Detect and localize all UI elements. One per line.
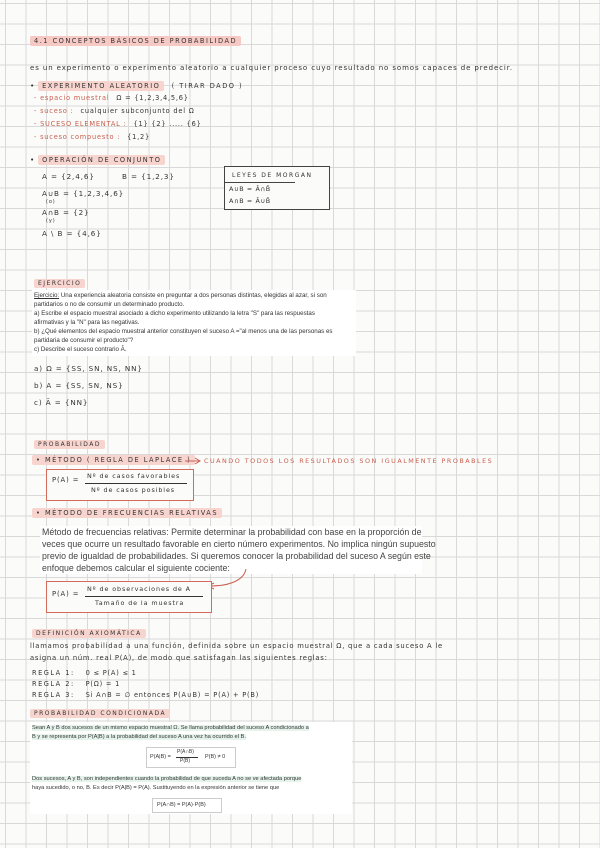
freq-formula-box [46,581,212,613]
cond-formula-lhs: P(A|B) = [150,754,171,760]
laplace-fraction-bar [85,483,187,484]
page-title: 4.1 CONCEPTOS BÁSICOS DE PROBABILIDAD [30,37,241,45]
ejercicio-card [32,290,356,356]
laplace-numerator: Nº de casos favorables [87,472,181,480]
condicionada-card [30,722,352,814]
experimento-heading: • EXPERIMENTO ALEATORIO ( TIRAR DADO ) [30,81,243,90]
set-a-def: A = {2,4,6} [42,172,95,181]
ejercicio-line-2: partidarios o no de consumir un determinado producto. [34,301,185,308]
ejercicio-answer-b: b) A = {SS, SN, NS} [34,381,124,390]
set-difference: A \ B = {4,6} [42,229,102,238]
morgan-law-2: A∩B = Ā∪B̄ [229,197,271,205]
arrow-right-icon [184,456,202,466]
ejercicio-line-3: a) Escribe el espacio muestral asociado a dicho experimento utilizando la letra "S" para las respuestas [34,310,315,317]
ejercicio-line-6: partidaria de consumir el producto"? [34,337,134,344]
cond-formula-den: P(B) [180,758,190,764]
laplace-formula-box [46,469,194,501]
morgan-title: LEYES DE MORGAN [232,172,313,179]
operacion-heading: • OPERACIÓN DE CONJUNTO [30,155,165,164]
cond-line-3: Dos sucesos, A y B, son independientes cuando la probabilidad de que suceda A no se ve afectada porque [32,776,302,782]
freq-lhs: P(A) = [52,590,80,598]
axiomatica-heading: DEFINICIÓN AXIOMÁTICA [32,630,146,637]
ejercicio-heading: EJERCICIO [34,280,85,287]
regla-2: REGLA 2: P(Ω) = 1 [32,680,121,688]
ejercicio-line-1: Ejercicio: Una experiencia aleatoria consiste en preguntar a dos personas distintas, elegidas al azar, si son [34,292,327,299]
exp-item-elemental: - SUCESO ELEMENTAL : {1} {2} ..... {6} [34,120,202,128]
exp-item-compuesto: - suceso compuesto : {1,2} [34,133,151,141]
freq-denominator: Tamaño de la muestra [95,599,185,607]
cond-formula-cond: P(B) ≠ 0 [205,754,226,760]
set-b-def: B = {1,2,3} [122,172,175,181]
cond-line-2: B y se representa por P(A|B) a la probabilidad del suceso A una vez ha ocurrido el B. [32,734,246,740]
freq-title: • MÉTODO DE FRECUENCIAS RELATIVAS [32,509,222,517]
exp-item-suceso: - suceso : cualquier subconjunto del Ω [34,107,195,115]
freq-line-1: Método de frecuencias relativas: Permite determinar la probabilidad con base en la proporción de [42,527,422,537]
freq-line-4: enfoque debemos calcular el siguiente cociente: [42,563,230,573]
cond-line-4: haya sucedido, o no, B. Es decir P(A|B) = P(A). Sustituyendo en la expresión anterior se tiene que [32,785,280,791]
cond-formula2-box [152,798,222,813]
ejercicio-answer-c: c) Ā = {NN} [34,398,89,407]
freq-fraction-bar [85,596,203,597]
regla-1: REGLA 1: 0 ≤ P(A) ≤ 1 [32,669,137,677]
ejercicio-line-4: afirmativas y la "N" para las negativas. [34,319,140,326]
axiomatica-line-1: llamamos probabilidad a una función, definida sobre un espacio muestral Ω, que a cada suceso A le [30,642,443,650]
intro-text: es un experimento o experimento aleatorio a cualquier proceso cuyo resultado no somos capaces de predecir. [30,64,514,72]
cond-formula-2: P(A∩B) = P(A)·P(B) [157,802,206,808]
laplace-denominator: Nº de casos posibles [91,486,176,494]
cond-line-1: Sean A y B dos sucesos de un mismo espacio muestral Ω. Se llama probabilidad del suceso A condicionado a [32,725,309,731]
ejercicio-line-7: c) Describe el suceso contrario Ā. [34,346,127,353]
freq-line-2: veces que ocurre un resultado favorable en cierto número experimentos. No implica ningún supuesto [42,539,436,549]
set-union-note: (o) [46,199,56,205]
morgan-law-1: A∪B = Ā∩B̄ [229,185,271,193]
probabilidad-heading: PROBABILIDAD [34,441,105,448]
cond-formula-box [146,747,236,768]
morgan-divider [225,182,295,183]
axiomatica-line-2: asigna un núm. real P(A), de modo que satisfagan las siguientes reglas: [30,654,328,662]
freq-numerator: Nº de observaciones de A [87,585,191,593]
condicionada-heading: PROBABILIDAD CONDICIONADA [30,710,170,717]
freq-card [40,526,436,574]
laplace-lhs: P(A) = [52,476,80,484]
freq-line-3: previo de igualdad de probabilidades. Si queremos conocer la probabilidad del suceso A según este [42,551,431,561]
regla-3: REGLA 3: Si A∩B = ∅ entonces P(A∪B) = P(A) + P(B) [32,691,260,699]
morgan-box [224,166,330,210]
cond-formula-num: P(A∩B) [177,749,194,755]
set-intersection-note: (y) [46,218,56,224]
set-union: A∪B = {1,2,3,4,6} [42,189,125,198]
exp-item-espacio: - espacio muestral Ω = {1,2,3,4,5,6} [34,94,189,102]
ejercicio-answer-a: a) Ω = {SS, SN, NS, NN} [34,364,143,373]
laplace-title: • MÉTODO ( REGLA DE LAPLACE ) [32,456,195,464]
set-intersection: A∩B = {2} [42,208,90,217]
ejercicio-line-5: b) ¿Qué elementos del espacio muestral anterior constituyen el suceso A ="al menos una de las personas es [34,328,333,335]
laplace-note: CUANDO TODOS LOS RESULTADOS SON IGUALMENTE PROBABLES [204,457,494,465]
